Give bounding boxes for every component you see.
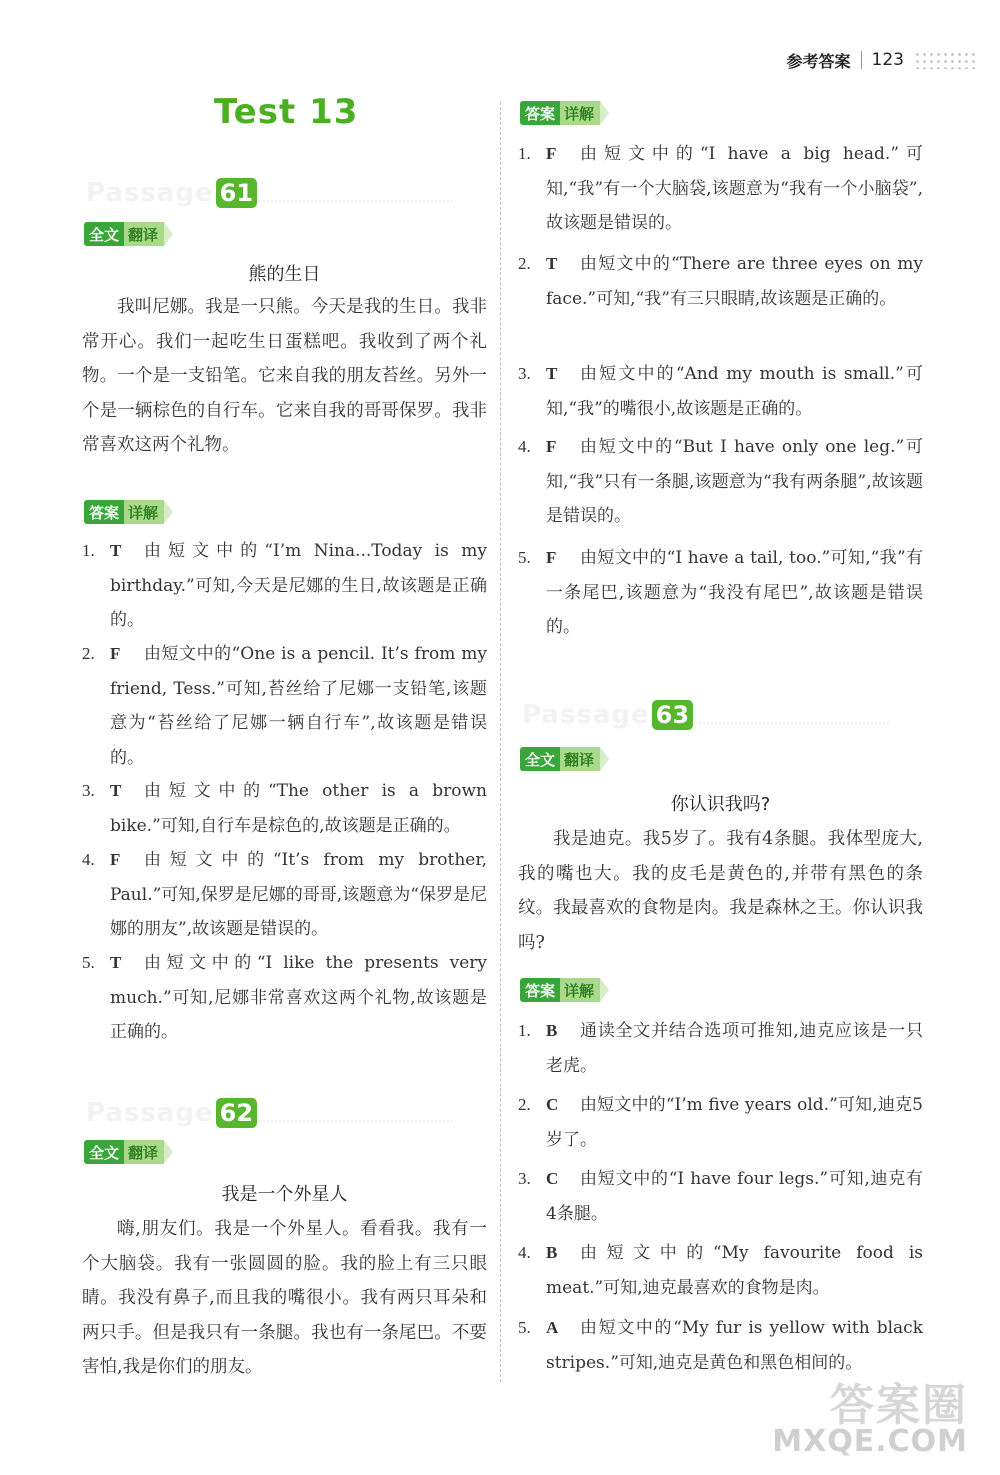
passage-translation: 我是迪克。我5岁了。我有4条腿。我体型庞大,我的嘴也大。我的皮毛是黄色的,并带有黑色的条纹。我最喜欢的食物是肉。我是森林之王。你认识我吗? — [518, 829, 923, 953]
tag-arrow — [600, 978, 609, 1002]
answer-item — [82, 946, 487, 1050]
answer-number: 4. — [82, 850, 95, 869]
answer-text: 由短文中的“It’s from my brother, Paul.”可知,保罗是尼娜的哥哥,该题意为“保罗是尼娜的朋友”,故该题是错误的。 — [110, 850, 487, 939]
answer-number: 3. — [518, 1169, 531, 1188]
tag-label: 全文 — [84, 222, 124, 246]
tag-label: 详解 — [560, 978, 600, 1002]
answer-number: 1. — [518, 144, 531, 163]
answer-text: 由短文中的“I have four legs.”可知,迪克有4条腿。 — [546, 1169, 923, 1224]
answer-number: 3. — [82, 781, 95, 800]
answer-item — [518, 1088, 923, 1157]
tag-label: 全文 — [84, 1140, 124, 1164]
page-number: 123 — [871, 50, 904, 70]
answer-key: B — [546, 1243, 558, 1262]
answer-text: 由短文中的“I’m Nina...Today is my birthday.”可知,今天是尼娜的生日,故该题是正确的。 — [110, 541, 487, 630]
tag-label: 翻译 — [560, 747, 600, 771]
answer-number: 5. — [82, 953, 95, 972]
header-divider — [861, 51, 862, 69]
answer-key: C — [546, 1169, 559, 1188]
answer-key: C — [546, 1095, 559, 1114]
passage-title: 你认识我吗? — [670, 794, 771, 815]
answer-text: 由短文中的“My favourite food is meat.”可知,迪克最喜欢的食物是肉。 — [546, 1243, 923, 1298]
answer-item — [82, 774, 487, 843]
answer-tag — [520, 978, 609, 1002]
answer-item — [518, 1162, 923, 1231]
answer-number: 5. — [518, 548, 531, 567]
tag-label: 翻译 — [124, 222, 164, 246]
answer-key: F — [110, 644, 121, 663]
full-text-tag — [84, 222, 173, 246]
passage-63-header — [522, 694, 889, 730]
answer-text: 由短文中的“I have a tail, too.”可知,“我”有一条尾巴,该题意为“我没有尾巴”,故该题是错误的。 — [546, 548, 923, 637]
passage-title: 熊的生日 — [248, 264, 321, 285]
answer-item — [518, 1014, 923, 1083]
dotted-rule — [263, 1120, 453, 1122]
passage-ghost-label: Passage — [86, 178, 214, 208]
answer-text: 由短文中的“One is a pencil. It’s from my friend, Tess.”可知,苔丝给了尼娜一支铅笔,该题意为“苔丝给了尼娜一辆自行车”,故该题是错误的。 — [110, 644, 487, 768]
passage-number: 61 — [216, 178, 257, 208]
tag-label: 详解 — [124, 500, 164, 524]
tag-label: 翻译 — [124, 1140, 164, 1164]
watermark-text: 答案圈 — [830, 1380, 968, 1431]
answer-number: 3. — [518, 364, 531, 383]
answer-key: F — [546, 437, 557, 456]
answer-text: 由短文中的“I have a big head.”可知,“我”有一个大脑袋,该题意为“我有一个小脑袋”,故该题是错误的。 — [546, 144, 923, 233]
answer-item — [82, 534, 487, 638]
answer-text: 由短文中的“But I have only one leg.”可知,“我”只有一条腿,该题意为“我有两条腿”,故该题是错误的。 — [546, 437, 923, 526]
decorative-dots — [914, 51, 978, 69]
test-title: Test 13 — [214, 92, 359, 132]
tag-arrow — [600, 747, 609, 771]
passage-ghost-label: Passage — [522, 700, 650, 730]
answer-text: 由短文中的“There are three eyes on my face.”可知,“我”有三只眼睛,故该题是正确的。 — [546, 254, 923, 309]
passage-title: 我是一个外星人 — [221, 1184, 348, 1205]
page-header — [787, 46, 978, 74]
answer-number: 1. — [518, 1021, 531, 1040]
answer-item — [518, 541, 923, 645]
answer-key: T — [110, 541, 122, 560]
answer-key: T — [110, 781, 122, 800]
watermark-url: MXQE.COM — [772, 1424, 968, 1459]
answer-number: 5. — [518, 1318, 531, 1337]
answer-text: 由短文中的“The other is a brown bike.”可知,自行车是棕色的,故该题是正确的。 — [110, 781, 487, 836]
answer-key: T — [110, 953, 122, 972]
tag-arrow — [164, 222, 173, 246]
answer-key: F — [110, 850, 121, 869]
answer-number: 2. — [518, 1095, 531, 1114]
passage-number: 62 — [216, 1098, 257, 1128]
answer-number: 1. — [82, 541, 95, 560]
answer-key: B — [546, 1021, 558, 1040]
dotted-rule — [263, 200, 453, 202]
passage-62-header — [86, 1092, 453, 1128]
tag-arrow — [164, 1140, 173, 1164]
answer-key: F — [546, 144, 557, 163]
answer-key: F — [546, 548, 557, 567]
full-text-tag — [520, 747, 609, 771]
full-text-tag — [84, 1140, 173, 1164]
tag-arrow — [164, 500, 173, 524]
answer-number: 4. — [518, 1243, 531, 1262]
answer-text: 由短文中的“I’m five years old.”可知,迪克5岁了。 — [546, 1095, 923, 1150]
answer-key: T — [546, 254, 558, 273]
answer-number: 2. — [518, 254, 531, 273]
watermark — [772, 1369, 978, 1459]
answer-key: T — [546, 364, 558, 383]
dotted-rule — [699, 722, 889, 724]
passage-61-header — [86, 172, 453, 208]
answer-item — [518, 1236, 923, 1305]
tag-label: 全文 — [520, 747, 560, 771]
passage-translation: 我叫尼娜。我是一只熊。今天是我的生日。我非常开心。我们一起吃生日蛋糕吧。我收到了两个礼物。一个是一支铅笔。它来自我的朋友苔丝。另外一个是一辆棕色的自行车。它来自我的哥哥保罗。我非常喜欢这两个礼物。 — [82, 297, 487, 455]
tag-label: 答案 — [84, 500, 124, 524]
answer-number: 2. — [82, 644, 95, 663]
answer-item — [82, 637, 487, 775]
answer-item — [82, 843, 487, 947]
tag-arrow — [600, 101, 609, 125]
tag-label: 答案 — [520, 978, 560, 1002]
answer-item — [518, 247, 923, 316]
answer-text: 由短文中的“My fur is yellow with black stripes.”可知,迪克是黄色和黑色相间的。 — [546, 1318, 923, 1373]
answer-item — [518, 430, 923, 534]
answer-text: 由短文中的“I like the presents very much.”可知,尼娜非常喜欢这两个礼物,故该题是正确的。 — [110, 953, 487, 1042]
passage-translation: 嗨,朋友们。我是一个外星人。看看我。我有一个大脑袋。我有一张圆圆的脸。我的脸上有三只眼睛。我没有鼻子,而且我的嘴很小。我有两只耳朵和两只手。但是我只有一条腿。我也有一条尾巴。不要害怕,我是你们的朋友。 — [82, 1219, 487, 1377]
answer-tag — [520, 101, 609, 125]
answer-item — [518, 137, 923, 241]
passage-ghost-label: Passage — [86, 1098, 214, 1128]
answer-number: 4. — [518, 437, 531, 456]
column-divider — [500, 102, 501, 1382]
answer-text: 通读全文并结合选项可推知,迪克应该是一只老虎。 — [546, 1021, 923, 1076]
answer-text: 由短文中的“And my mouth is small.”可知,“我”的嘴很小,故该题是正确的。 — [546, 364, 923, 419]
tag-label: 答案 — [520, 101, 560, 125]
answer-tag — [84, 500, 173, 524]
section-title: 参考答案 — [786, 51, 851, 71]
answer-key: A — [546, 1318, 559, 1337]
answer-item — [518, 357, 923, 426]
passage-number: 63 — [652, 700, 693, 730]
tag-label: 详解 — [560, 101, 600, 125]
